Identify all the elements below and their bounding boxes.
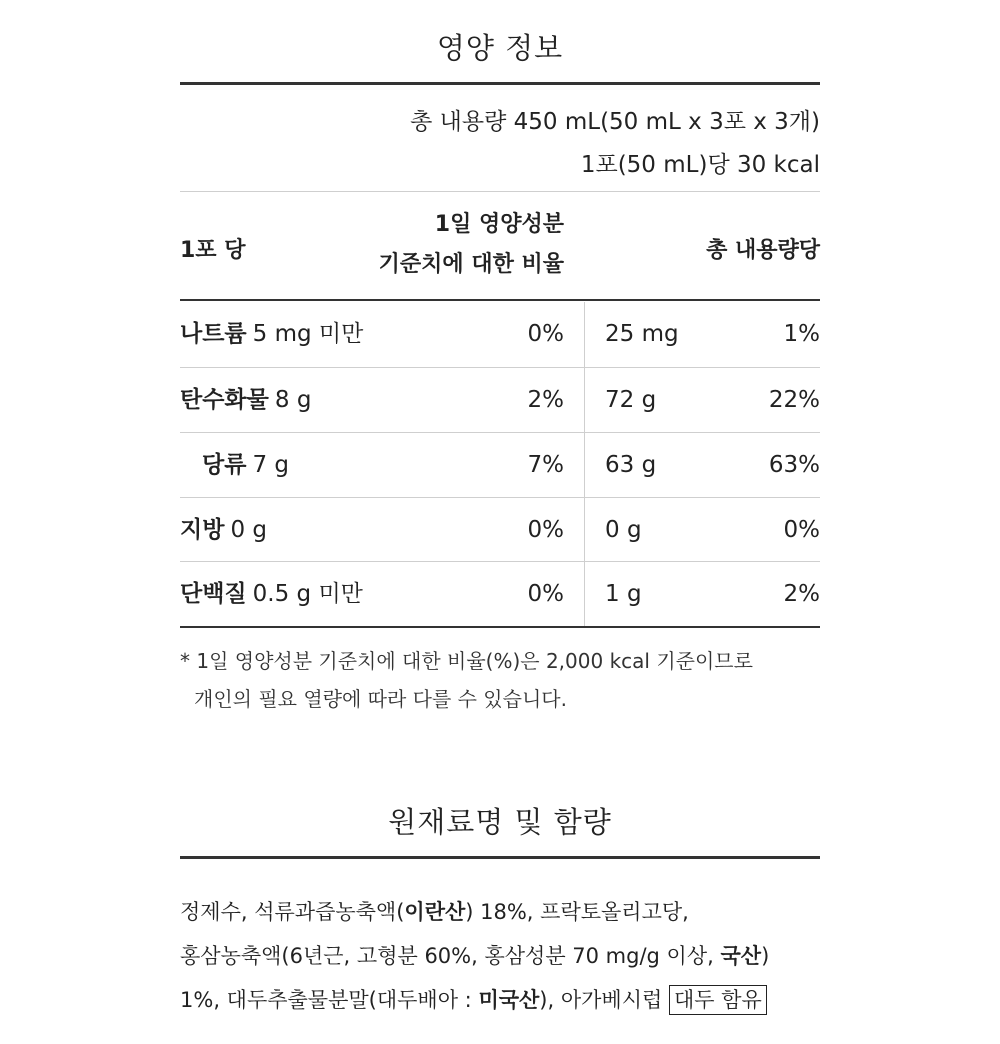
ingredients-title: 원재료명 및 함량 — [388, 805, 612, 839]
ingredients-text: ) 18%, 프락토올리고당, — [465, 900, 689, 924]
nutrient-amount: 7 g — [252, 452, 289, 478]
total-percent: 1% — [783, 321, 820, 347]
footnote — [180, 642, 820, 718]
ingredients-text: 홍삼농축액(6년근, 고형분 60%, 홍삼성분 70 mg/g 이상, — [180, 944, 721, 968]
footnote-line1: * 1일 영양성분 기준치에 대한 비율(%)은 2,000 kcal 기준이므로 — [180, 649, 753, 673]
daily-value-percent: 0% — [527, 321, 564, 347]
nutrient-amount: 0 g — [230, 517, 267, 543]
origin-usa: 미국산 — [478, 988, 540, 1012]
nutrient-amount: 0.5 g 미만 — [252, 581, 363, 607]
nutrient-row-protein — [180, 562, 820, 626]
per-serving-kcal: 1포(50 mL)당 30 kcal — [580, 152, 820, 178]
summary-divider — [180, 191, 820, 192]
ingredients-text: 정제수, 석류과즙농축액( — [180, 900, 405, 924]
total-percent: 22% — [768, 387, 820, 413]
daily-value-percent: 7% — [527, 452, 564, 478]
nutrition-title: 영양 정보 — [436, 31, 564, 65]
nutrient-name-cell — [180, 368, 311, 432]
ingredients-text: 1%, 대두추출물분말(대두배아 : — [180, 988, 479, 1012]
footnote-line2: 개인의 필요 열량에 따라 다를 수 있습니다. — [194, 687, 567, 711]
total-percent: 2% — [783, 581, 820, 607]
ingredients-line2 — [180, 934, 840, 978]
allergen-badge: 대두 함유 — [669, 985, 767, 1015]
origin-korea: 국산 — [720, 944, 762, 968]
nutrient-name: 단백질 — [180, 581, 247, 607]
nutrient-name-cell — [180, 498, 267, 562]
ingredients-text: ) — [761, 944, 770, 968]
daily-value-percent: 0% — [527, 517, 564, 543]
header-daily-value-line2: 기준치에 대한 비율 — [378, 252, 564, 277]
nutrient-row-sodium — [180, 302, 820, 366]
ingredients-line1 — [180, 890, 840, 934]
total-amount: 25 mg — [605, 321, 679, 347]
nutrient-amount: 5 mg 미만 — [252, 321, 364, 347]
header-divider — [180, 299, 820, 301]
header-per-total: 총 내용량당 — [706, 238, 820, 263]
table-bottom-divider — [180, 626, 820, 628]
nutrient-name: 당류 — [202, 452, 247, 478]
total-percent: 63% — [768, 452, 820, 478]
daily-value-percent: 2% — [527, 387, 564, 413]
total-amount: 0 g — [605, 517, 642, 543]
nutrient-name-cell — [180, 562, 363, 626]
header-daily-value-line1: 1일 영양성분 — [434, 212, 564, 237]
total-amount: 72 g — [605, 387, 657, 413]
total-content: 총 내용량 450 mL(50 mL x 3포 x 3개) — [410, 109, 820, 135]
nutrient-name-cell — [202, 433, 289, 497]
nutrient-name: 탄수화물 — [180, 387, 269, 413]
ingredients-list — [180, 890, 840, 1022]
nutrient-row-carbohydrate — [180, 368, 820, 432]
nutrient-name: 나트륨 — [180, 321, 247, 347]
nutrient-row-fat — [180, 498, 820, 562]
total-percent: 0% — [783, 517, 820, 543]
total-amount: 1 g — [605, 581, 642, 607]
daily-value-percent: 0% — [527, 581, 564, 607]
ingredients-divider — [180, 856, 820, 859]
title-divider — [180, 82, 820, 85]
total-amount: 63 g — [605, 452, 657, 478]
nutrient-amount: 8 g — [274, 387, 312, 413]
ingredients-line3 — [180, 978, 840, 1022]
header-per-pack: 1포 당 — [180, 238, 246, 263]
nutrient-row-sugars — [180, 433, 820, 497]
origin-iran: 이란산 — [404, 900, 466, 924]
header-daily-value — [379, 205, 564, 285]
ingredients-text: ), 아가베시럽 — [539, 988, 669, 1012]
nutrient-name-cell — [180, 302, 363, 366]
nutrient-name: 지방 — [180, 517, 225, 543]
